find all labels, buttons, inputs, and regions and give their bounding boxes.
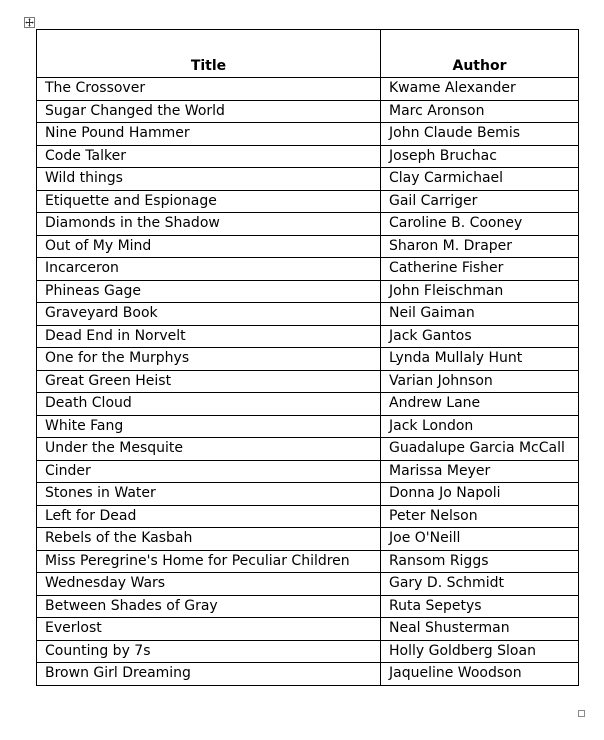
table-row <box>37 483 579 506</box>
author-cell: John Claude Bemis <box>381 123 579 146</box>
title-cell: Code Talker <box>37 145 381 168</box>
move-arrows-icon <box>25 18 34 27</box>
table-row <box>37 415 579 438</box>
author-cell: Holly Goldberg Sloan <box>381 640 579 663</box>
table-row <box>37 505 579 528</box>
table-row <box>37 370 579 393</box>
title-cell: White Fang <box>37 415 381 438</box>
author-cell: Andrew Lane <box>381 393 579 416</box>
author-cell: Neal Shusterman <box>381 618 579 641</box>
table-row <box>37 280 579 303</box>
author-cell: Guadalupe Garcia McCall <box>381 438 579 461</box>
author-cell: Varian Johnson <box>381 370 579 393</box>
table-row <box>37 438 579 461</box>
author-cell: John Fleischman <box>381 280 579 303</box>
author-cell: Clay Carmichael <box>381 168 579 191</box>
title-cell: Stones in Water <box>37 483 381 506</box>
title-cell: Everlost <box>37 618 381 641</box>
author-cell: Joseph Bruchac <box>381 145 579 168</box>
title-cell: Brown Girl Dreaming <box>37 663 381 686</box>
table-row <box>37 145 579 168</box>
table-row <box>37 573 579 596</box>
table-row <box>37 78 579 101</box>
title-cell: Incarceron <box>37 258 381 281</box>
title-cell: Left for Dead <box>37 505 381 528</box>
author-cell: Jaqueline Woodson <box>381 663 579 686</box>
table-row <box>37 123 579 146</box>
author-cell: Joe O'Neill <box>381 528 579 551</box>
title-cell: Death Cloud <box>37 393 381 416</box>
table-row <box>37 213 579 236</box>
table-row <box>37 528 579 551</box>
table-row <box>37 325 579 348</box>
author-cell: Catherine Fisher <box>381 258 579 281</box>
title-cell: Sugar Changed the World <box>37 100 381 123</box>
table-row <box>37 348 579 371</box>
table-row <box>37 550 579 573</box>
author-cell: Donna Jo Napoli <box>381 483 579 506</box>
author-cell: Jack Gantos <box>381 325 579 348</box>
title-cell: Graveyard Book <box>37 303 381 326</box>
table-row <box>37 190 579 213</box>
title-cell: Diamonds in the Shadow <box>37 213 381 236</box>
table-resize-handle-icon[interactable] <box>578 710 585 717</box>
table-row <box>37 618 579 641</box>
author-cell: Ruta Sepetys <box>381 595 579 618</box>
table-move-handle-icon[interactable] <box>24 17 35 28</box>
author-cell: Ransom Riggs <box>381 550 579 573</box>
author-cell: Lynda Mullaly Hunt <box>381 348 579 371</box>
author-cell: Marc Aronson <box>381 100 579 123</box>
author-cell: Jack London <box>381 415 579 438</box>
author-cell: Peter Nelson <box>381 505 579 528</box>
title-cell: Between Shades of Gray <box>37 595 381 618</box>
title-cell: Under the Mesquite <box>37 438 381 461</box>
table-body <box>37 78 579 686</box>
table-row <box>37 393 579 416</box>
author-cell: Neil Gaiman <box>381 303 579 326</box>
title-cell: Phineas Gage <box>37 280 381 303</box>
author-cell: Caroline B. Cooney <box>381 213 579 236</box>
book-table <box>36 29 579 686</box>
table-row <box>37 100 579 123</box>
title-cell: Wild things <box>37 168 381 191</box>
title-cell: Out of My Mind <box>37 235 381 258</box>
table-row <box>37 258 579 281</box>
title-cell: Great Green Heist <box>37 370 381 393</box>
table-row <box>37 460 579 483</box>
author-cell: Marissa Meyer <box>381 460 579 483</box>
table-row <box>37 640 579 663</box>
table-row <box>37 663 579 686</box>
column-header-title: Title <box>37 30 381 78</box>
title-cell: Wednesday Wars <box>37 573 381 596</box>
title-cell: Nine Pound Hammer <box>37 123 381 146</box>
title-cell: Rebels of the Kasbah <box>37 528 381 551</box>
title-cell: Miss Peregrine's Home for Peculiar Children <box>37 550 381 573</box>
author-cell: Sharon M. Draper <box>381 235 579 258</box>
title-cell: One for the Murphys <box>37 348 381 371</box>
title-cell: Counting by 7s <box>37 640 381 663</box>
author-cell: Gail Carriger <box>381 190 579 213</box>
title-cell: Cinder <box>37 460 381 483</box>
column-header-author: Author <box>381 30 579 78</box>
table-row <box>37 303 579 326</box>
table-row <box>37 235 579 258</box>
author-cell: Kwame Alexander <box>381 78 579 101</box>
author-cell: Gary D. Schmidt <box>381 573 579 596</box>
title-cell: The Crossover <box>37 78 381 101</box>
table-row <box>37 595 579 618</box>
title-cell: Etiquette and Espionage <box>37 190 381 213</box>
table-header-row <box>37 30 579 78</box>
title-cell: Dead End in Norvelt <box>37 325 381 348</box>
table-row <box>37 168 579 191</box>
